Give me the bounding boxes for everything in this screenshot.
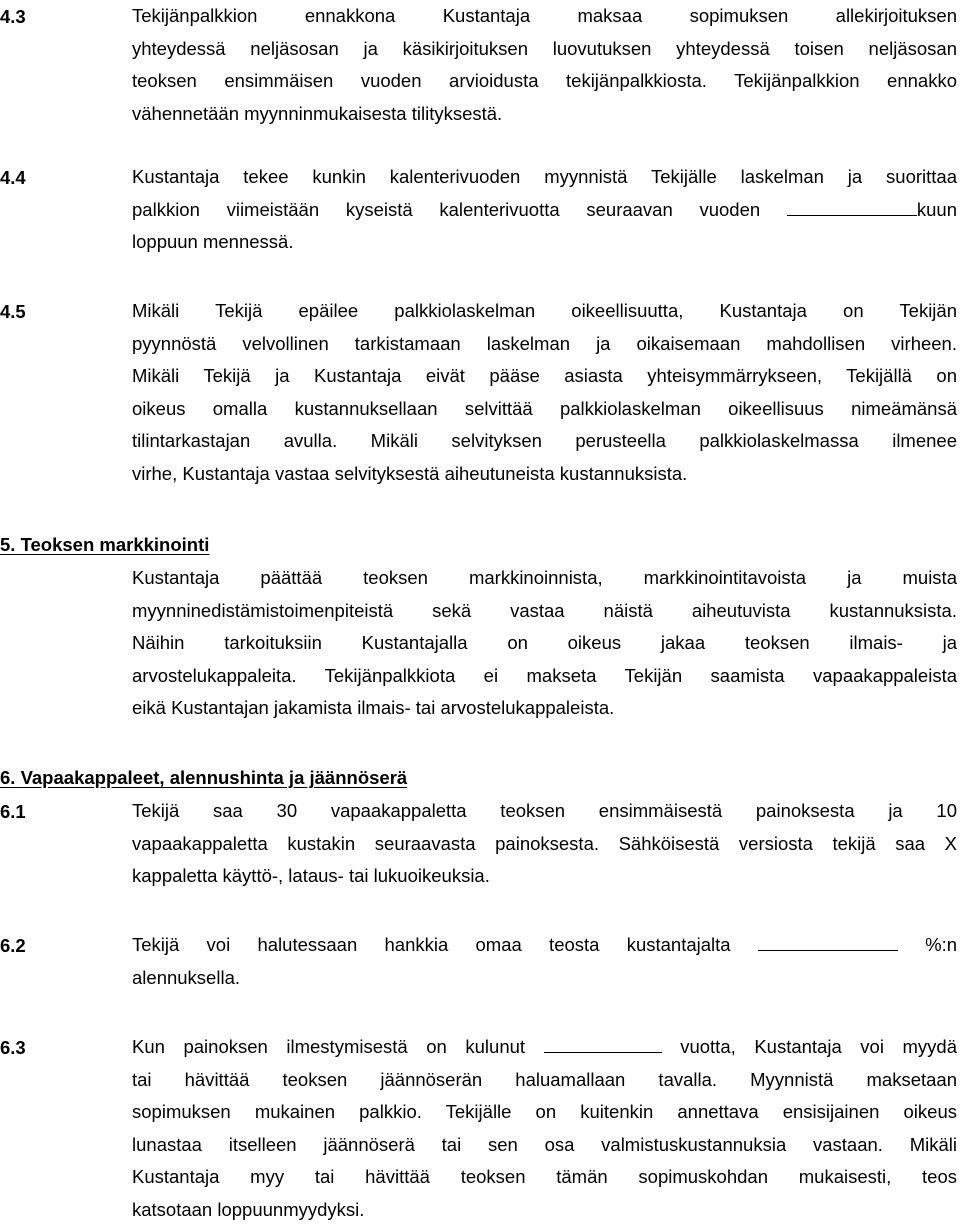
clause-4-4 <box>0 161 960 259</box>
text-line: pyynnöstä velvollinen tarkistamaan laskelman ja oikaisemaan mahdollisen virheen. <box>132 332 957 354</box>
text-line: teoksen ensimmäisen vuoden arvioidusta tekijänpalkkiosta. Tekijänpalkkion ennakko <box>132 70 957 92</box>
text-line: Kustantaja päättää teoksen markkinoinnista, markkinointitavoista ja muista <box>132 567 957 588</box>
text-line: Kustantaja tekee kunkin kalenterivuoden myynnistä Tekijälle laskelman ja suorittaa <box>132 166 957 187</box>
clause-4-5 <box>0 295 960 491</box>
clause-number: 4.4 <box>0 167 26 188</box>
text-segment: kuun <box>916 198 957 220</box>
text-line: kappaletta käyttö-, lataus- tai lukuoikeuksia. <box>132 865 490 887</box>
clause-4-3 <box>0 0 960 130</box>
text-segment: %:n <box>925 934 958 955</box>
section-heading-6 <box>0 761 407 794</box>
text-segment: Tekijä voi halutessaan hankkia omaa teosta kustantajalta <box>132 934 731 955</box>
clause-text <box>132 929 957 994</box>
text-line: loppuun mennessä. <box>132 231 294 253</box>
clause-number: 4.5 <box>0 301 26 322</box>
text-line: Tekijänpalkkion ennakkona Kustantaja maksaa sopimuksen allekirjoituksen <box>132 5 957 26</box>
clause-text <box>132 161 957 259</box>
text-segment: vuotta, Kustantaja voi myydä <box>680 1036 958 1057</box>
text-line <box>132 1031 957 1064</box>
section-heading-5 <box>0 528 209 561</box>
text-line: eikä Kustantajan jakamista ilmais- tai arvostelukappaleista. <box>132 697 615 719</box>
text-line: Kustantaja myy tai hävittää teoksen tämän sopimuskohdan mukaisesti, teos <box>132 1166 957 1188</box>
text-line: tilintarkastajan avulla. Mikäli selvityksen perusteella palkkiolaskelmassa ilmenee <box>132 430 957 452</box>
clause-text <box>132 1031 957 1227</box>
section-title: Vapaakappaleet, alennushinta ja jäännöserä <box>20 767 408 788</box>
text-line: arvostelukappaleita. Tekijänpalkkiota ei makseta Tekijän saamista vapaakappaleista <box>132 664 957 686</box>
clause-6-3 <box>0 1031 960 1227</box>
text-line <box>132 194 957 227</box>
section-number: 6. <box>0 767 16 788</box>
text-line: alennuksella. <box>132 966 240 988</box>
clause-number: 6.3 <box>0 1037 26 1058</box>
section-text <box>132 562 957 725</box>
text-line: Mikäli Tekijä ja Kustantaja eivät pääse asiasta yhteisymmärrykseen, Tekijällä on <box>132 365 957 387</box>
clause-number: 6.1 <box>0 801 26 822</box>
clause-number: 6.2 <box>0 935 26 956</box>
section-title: Teoksen markkinointi <box>20 534 210 555</box>
text-line: lunastaa itselleen jäännöserä tai sen osa valmistuskustannuksia vastaan. Mikäli <box>132 1133 957 1155</box>
text-segment: Kun painoksen ilmestymisestä on kulunut <box>132 1036 526 1057</box>
text-line: myynninedistämistoimenpiteistä sekä vastaa näistä aiheutuvista kustannuksista. <box>132 599 957 621</box>
text-line: katsotaan loppuunmyydyksi. <box>132 1198 365 1220</box>
text-line: Tekijä saa 30 vapaakappaletta teoksen ensimmäisestä painoksesta ja 10 <box>132 800 957 821</box>
text-line: tai hävittää teoksen jäännöserän haluamallaan tavalla. Myynnistä maksetaan <box>132 1068 957 1090</box>
text-line: yhteydessä neljäsosan ja käsikirjoituksen luovutuksen yhteydessä toisen neljäsosan <box>132 37 957 59</box>
clause-text <box>132 0 957 130</box>
clause-6-2 <box>0 929 960 994</box>
text-line: Mikäli Tekijä epäilee palkkiolaskelman oikeellisuutta, Kustantaja on Tekijän <box>132 300 957 321</box>
text-line: oikeus omalla kustannuksellaan selvittää palkkiolaskelman oikeellisuus nimeämänsä <box>132 397 957 419</box>
text-line: sopimuksen mukainen palkkio. Tekijälle on kuitenkin annettava ensisijainen oikeus <box>132 1101 957 1123</box>
text-line: vähennetään myynninmukaisesta tilityksestä. <box>132 102 503 124</box>
clause-text <box>132 295 957 491</box>
text-line: virhe, Kustantaja vastaa selvityksestä aiheutuneista kustannuksista. <box>132 462 688 484</box>
text-line: Näihin tarkoituksiin Kustantajalla on oikeus jakaa teoksen ilmais- ja <box>132 632 957 654</box>
section-5-body <box>0 562 960 725</box>
clause-text <box>132 795 957 893</box>
fill-in-blank[interactable] <box>787 195 917 216</box>
text-segment: palkkion viimeistään kyseistä kalenterivuotta seuraavan vuoden <box>132 198 761 220</box>
section-number: 5. <box>0 534 16 555</box>
fill-in-blank[interactable] <box>758 930 898 951</box>
fill-in-blank[interactable] <box>544 1032 662 1053</box>
clause-number: 4.3 <box>0 6 26 27</box>
text-line <box>132 929 957 962</box>
text-line: vapaakappaletta kustakin seuraavasta painoksesta. Sähköisestä versiosta tekijä saa X <box>132 832 957 854</box>
clause-6-1 <box>0 795 960 893</box>
